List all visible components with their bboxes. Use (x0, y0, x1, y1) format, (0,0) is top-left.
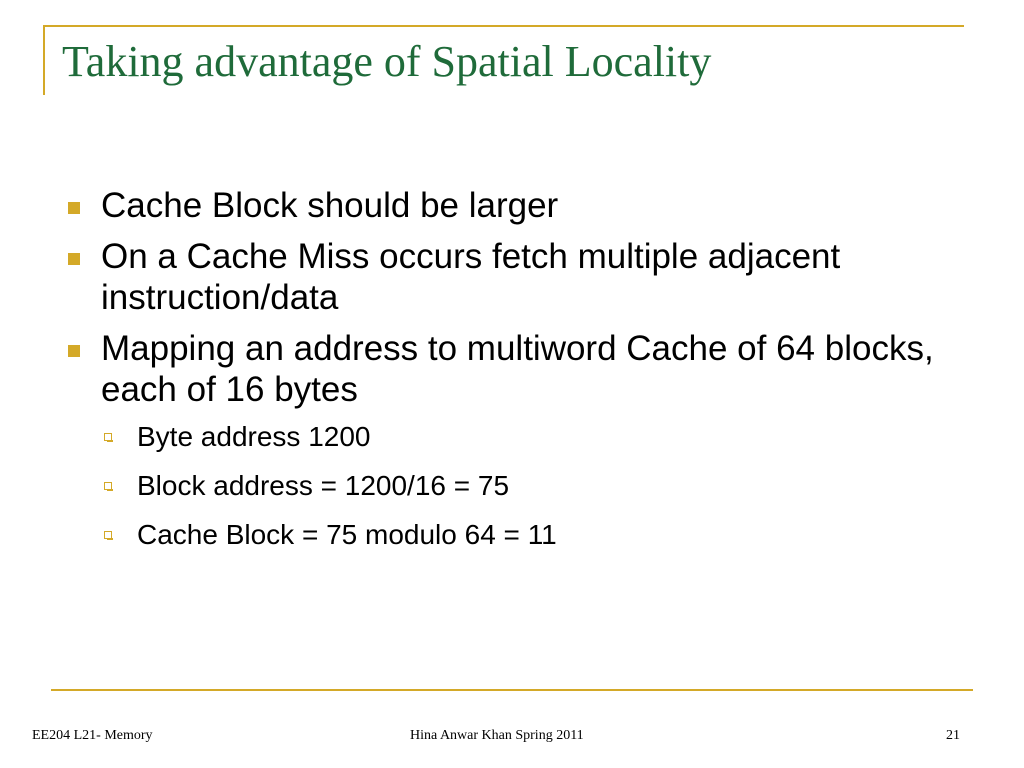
sub-bullet-item (64, 469, 964, 503)
bullet-text: On a Cache Miss occurs fetch multiple adjacent instruction/data (101, 237, 841, 317)
slide-title: Taking advantage of Spatial Locality (62, 37, 712, 86)
sub-bullet-item (64, 420, 964, 454)
footer-author-label: Hina Anwar Khan Spring 2011 (410, 728, 584, 743)
slide-content (64, 185, 964, 567)
hollow-square-bullet-icon (104, 482, 112, 490)
slide-number: 21 (946, 728, 960, 743)
title-frame-top-border (43, 25, 964, 27)
bullet-item (64, 328, 964, 410)
bullet-text: Cache Block should be larger (101, 186, 559, 225)
hollow-square-bullet-icon (104, 433, 112, 441)
title-frame-left-border (43, 25, 45, 95)
bullet-text: Mapping an address to multiword Cache of 64 blocks, each of 16 bytes (101, 329, 934, 409)
footer-divider (51, 689, 973, 691)
sub-bullet-item (64, 518, 964, 552)
square-bullet-icon (68, 345, 80, 357)
sub-bullet-text: Cache Block = 75 modulo 64 = 11 (137, 519, 557, 550)
bullet-item (64, 236, 964, 318)
sub-bullet-text: Byte address 1200 (137, 421, 371, 452)
bullet-item (64, 185, 964, 226)
sub-bullet-text: Block address = 1200/16 = 75 (137, 470, 510, 501)
square-bullet-icon (68, 202, 80, 214)
hollow-square-bullet-icon (104, 531, 112, 539)
square-bullet-icon (68, 253, 80, 265)
footer-course-label: EE204 L21- Memory (32, 728, 153, 743)
